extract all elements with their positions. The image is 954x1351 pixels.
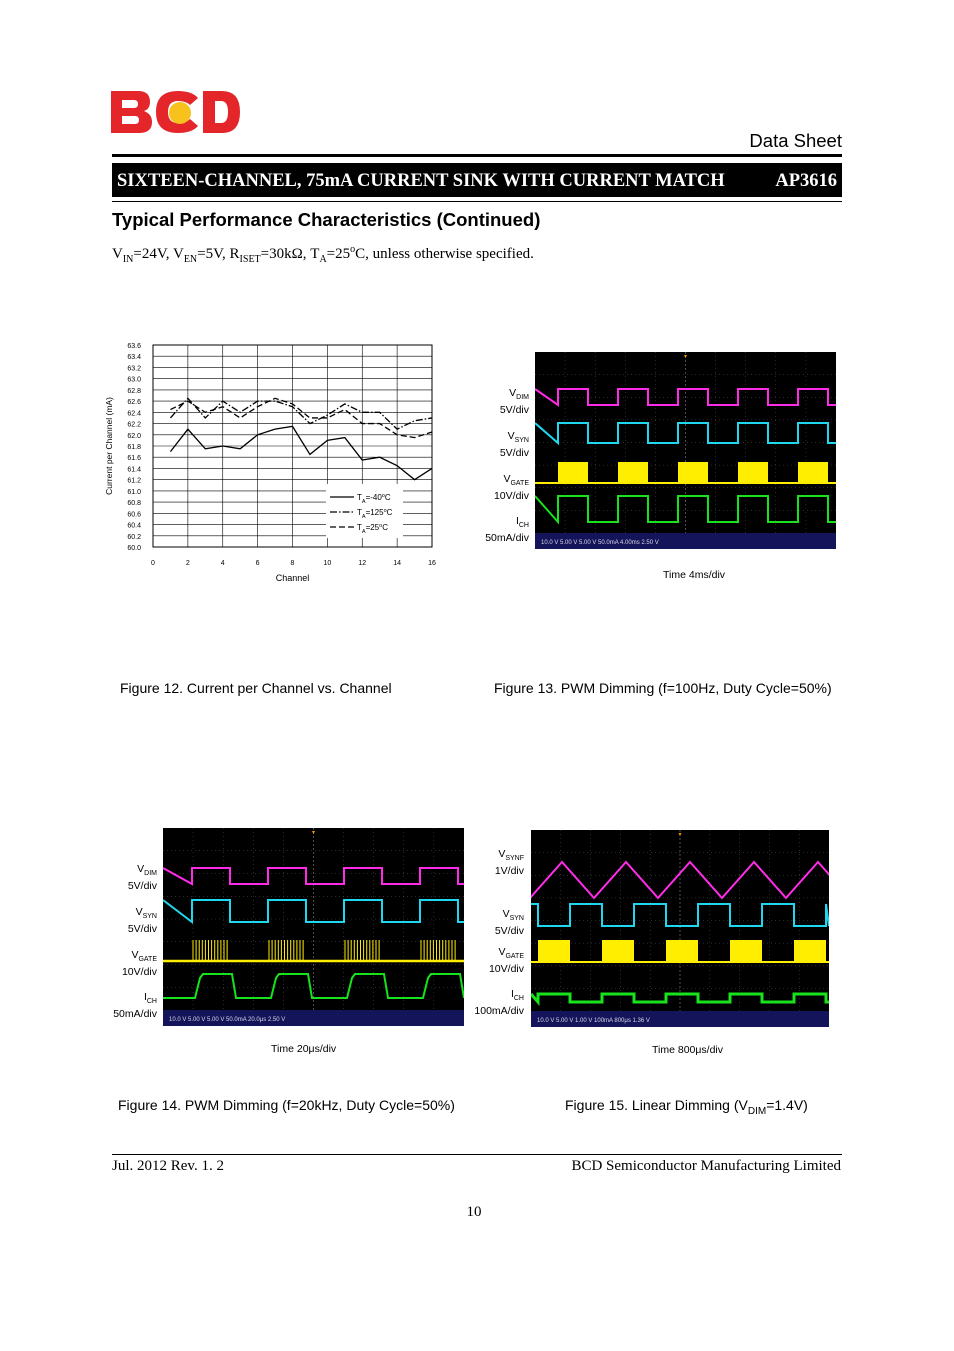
y-tick-label: 61.8 <box>127 444 141 451</box>
chart-legend <box>326 484 403 538</box>
x-tick-label: 4 <box>220 560 225 567</box>
y-tick-label: 63.0 <box>127 376 141 384</box>
legend-entry: $T_A=125^oC$ <box>357 508 393 520</box>
title-bar <box>112 163 842 197</box>
y-tick-label: 62.0 <box>127 432 141 440</box>
channel-label: $V_{GATE}$ 10V/div <box>488 946 524 976</box>
footer-company: BCD Semiconductor Manufacturing Limited <box>571 1158 841 1174</box>
figure13-timebase: Time 4ms/div <box>663 569 726 581</box>
doc-type: Data Sheet <box>749 130 842 151</box>
bcd-logo <box>108 88 244 136</box>
scope-graticule <box>163 828 464 1010</box>
header-rule <box>112 154 842 157</box>
figure14-timebase: Time 20μs/div <box>271 1043 337 1055</box>
scope-graticule <box>531 830 829 1011</box>
title-rule <box>112 201 842 202</box>
x-tick-label: 2 <box>185 560 190 567</box>
x-tick-label: 10 <box>323 560 332 567</box>
y-tick-label: 60.4 <box>127 522 141 530</box>
channel-label: $I_{CH}$ 50mA/div <box>113 991 157 1021</box>
figure15-waveforms <box>531 830 829 1027</box>
scope-status-text: 10.0 V 5.00 V 5.00 V 50.0mA 20.0μs 2.50 V <box>169 1017 286 1023</box>
legend-entry: $T_A=25^oC$ <box>357 523 388 535</box>
y-tick-label: 62.2 <box>127 421 141 429</box>
figure15-timebase: Time 800μs/div <box>652 1044 724 1056</box>
footer-date-rev: Jul. 2012 Rev. 1. 2 <box>112 1158 224 1174</box>
figure15-caption: Figure 15. Linear Dimming $(V_{DIM}=1.4V)$ <box>565 1097 808 1117</box>
vsyn-trace <box>163 900 464 922</box>
y-tick-label: 62.4 <box>127 410 141 418</box>
footer-rule <box>112 1154 842 1155</box>
figure14-scope <box>163 828 464 1026</box>
x-tick-label: 8 <box>290 560 295 567</box>
y-tick-label: 60.0 <box>127 545 141 552</box>
channel-label: $V_{GATE}$ 10V/div <box>121 949 157 979</box>
x-tick-label: 12 <box>358 560 367 567</box>
y-axis-label: Current per Channel (mA) <box>104 397 114 495</box>
figure13-waveforms <box>535 352 836 549</box>
y-tick-label: 61.4 <box>127 466 141 474</box>
channel-label: $V_{SYN}$ 5V/div <box>494 908 524 938</box>
y-tick-label: 62.8 <box>127 387 141 395</box>
series-line-2 <box>170 398 432 429</box>
svg-text:▾: ▾ <box>683 354 688 360</box>
doc-title: SIXTEEN-CHANNEL, 75mA CURRENT SINK WITH CURRENT MATCH <box>117 171 725 191</box>
y-tick-label: 61.0 <box>127 488 141 496</box>
figure13-caption: Figure 13. PWM Dimming (f=100Hz, Duty Cycle=50%) <box>494 680 832 696</box>
y-tick-label: 60.8 <box>127 500 141 508</box>
channel-label: $V_{DIM}$ 5V/div <box>499 387 529 417</box>
part-number: AP3616 <box>775 171 837 191</box>
channel-label: $V_{SYN}$ 5V/div <box>499 430 529 460</box>
figure12-chart <box>100 335 450 585</box>
figure15-scope <box>531 830 829 1027</box>
scope-status-text: 10.0 V 5.00 V 1.00 V 100mA 800μs 1.36 V <box>537 1018 650 1024</box>
figure14-caption: Figure 14. PWM Dimming (f=20kHz, Duty Cycle=50%) <box>118 1097 455 1113</box>
vgate-trace <box>535 462 836 483</box>
x-tick-label: 14 <box>393 560 402 567</box>
test-conditions: $V_{IN}=24V$, $V_{EN}=5V$, $R_{ISET}=30k\Omega$, $T_A=25^oC$, unless otherwise specified. <box>112 244 534 265</box>
y-tick-label: 63.4 <box>127 354 141 362</box>
figure13-scope <box>535 352 836 549</box>
channel-label: $V_{SYN}$ 5V/div <box>127 906 157 936</box>
figure14-waveforms <box>163 828 464 1026</box>
series-line-3 <box>170 398 432 437</box>
series-line-1 <box>170 426 432 479</box>
y-tick-label: 61.2 <box>127 477 141 485</box>
channel-label: $V_{DIM}$ 5V/div <box>127 863 157 893</box>
y-tick-label: 63.6 <box>127 343 141 350</box>
svg-text:▾: ▾ <box>678 832 682 838</box>
x-tick-label: 6 <box>255 560 260 567</box>
x-tick-label: 16 <box>428 560 436 567</box>
y-tick-label: 60.6 <box>127 511 141 519</box>
channel-label: $I_{CH}$ 50mA/div <box>485 515 529 545</box>
x-axis-label: Channel <box>275 573 310 583</box>
channel-label: $I_{CH}$ 100mA/div <box>474 988 524 1018</box>
channel-label: $V_{GATE}$ 10V/div <box>493 473 529 503</box>
svg-text:▾: ▾ <box>311 830 316 836</box>
legend-entry: $T_A=-40^oC$ <box>357 493 391 505</box>
figure12-caption: Figure 12. Current per Channel vs. Channel <box>120 680 392 696</box>
section-heading: Typical Performance Characteristics (Continued) <box>112 209 541 230</box>
x-tick-label: 0 <box>151 560 155 567</box>
scope-status-text: 10.0 V 5.00 V 5.00 V 50.0mA 4.00ms 2.50 V <box>541 540 659 546</box>
channel-label: $V_{SYNF}$ 1V/div <box>494 848 524 878</box>
page-number: 10 <box>466 1204 482 1220</box>
y-tick-label: 61.6 <box>127 455 141 463</box>
y-tick-label: 60.2 <box>127 533 141 541</box>
y-tick-label: 62.6 <box>127 399 141 407</box>
y-tick-label: 63.2 <box>127 365 141 373</box>
